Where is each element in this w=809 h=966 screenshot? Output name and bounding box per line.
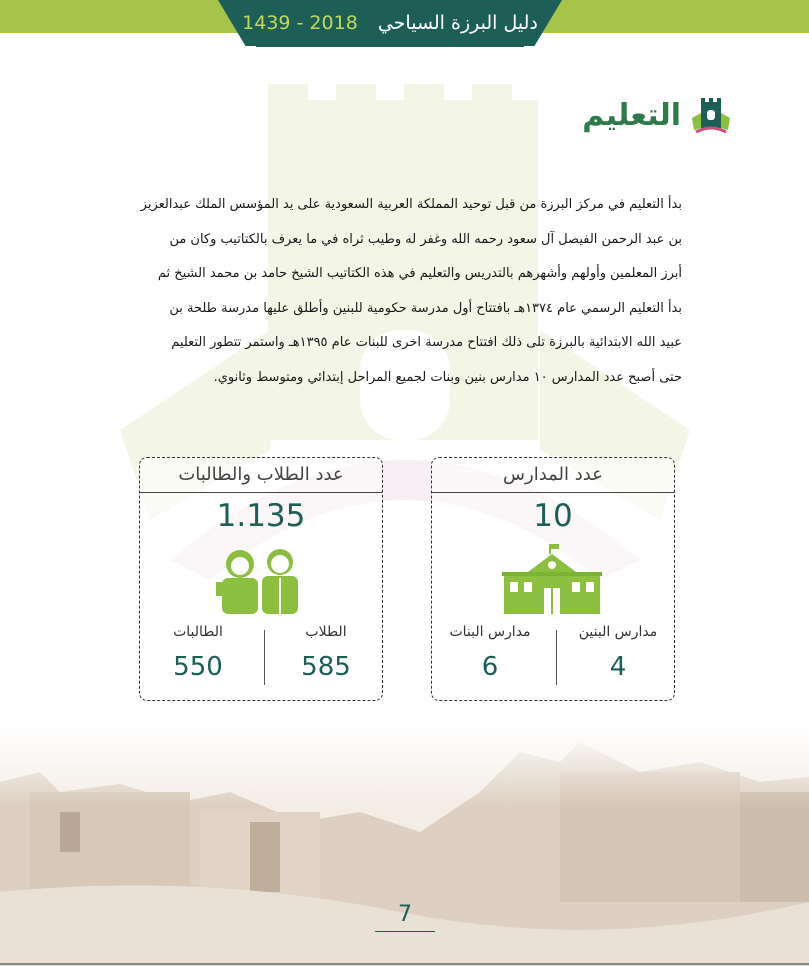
- header-underline: [256, 46, 524, 47]
- school-building-icon: [502, 542, 602, 614]
- page-number-underline: [375, 931, 435, 932]
- students-girls-label: الطالبات: [173, 624, 223, 640]
- paragraph-line: بدأ التعليم في مركز البرزة من قبل توحيد المملكة العربية السعودية على يد المؤسس الملك عبدالعزيز: [140, 197, 682, 212]
- paragraph-line: حتى أصبح عدد المدارس ١٠ مدارس بنين وبنات لجميع المراحل إبتدائي ومتوسط وثانوي.: [213, 369, 682, 385]
- castle-emblem-icon: [690, 96, 732, 136]
- bottom-border: [0, 963, 809, 965]
- students-icon: [210, 542, 310, 614]
- paragraph-line: عبيد الله الابتدائية بالبرزة تلى ذلك افتتاح مدرسة اخرى للبنات عام ١٣٩٥هـ واستمر تتطور التعليم: [171, 335, 682, 350]
- students-box-title: عدد الطلاب والطالبات: [140, 458, 382, 493]
- paragraph-line: أبرز المعلمين وأولهم وأشهرهم بالتدريس والتعليم في هذه الكتاتيب الشيخ حامد بن محمد الشيخ ثم: [157, 266, 682, 281]
- schools-divider: [556, 630, 557, 685]
- guide-title: دليل البرزة السياحي: [377, 12, 538, 34]
- paragraph-line: بن عبد الرحمن الفيصل آل سعود رحمه الله وغفر له وطيب ثراه في ما يعرف بالكتاتيب وكان من: [169, 231, 682, 247]
- page-number: 7: [398, 902, 412, 927]
- schools-girls-value: 6: [481, 652, 499, 682]
- schools-girls-label: مدارس البنات: [449, 624, 531, 640]
- students-boys-label: الطلاب: [305, 624, 347, 640]
- schools-boys-value: 4: [609, 652, 627, 682]
- schools-stat-box: [431, 457, 675, 701]
- students-divider: [264, 630, 265, 685]
- paragraph-line: بدأ التعليم الرسمي عام ١٣٧٤هـ بافتتاح أول مدرسة حكومية للبنين وأطلق عليها مدرسة طلحة بن: [169, 300, 682, 316]
- education-paragraph: [118, 188, 682, 395]
- students-total: 1.135: [216, 498, 306, 534]
- students-boys-value: 585: [301, 652, 351, 682]
- guide-years: 1439 - 2018: [242, 12, 358, 34]
- students-stat-box: [139, 457, 383, 701]
- schools-box-title: عدد المدارس: [432, 458, 674, 493]
- schools-total: 10: [533, 498, 573, 534]
- header-title: [218, 12, 562, 34]
- schools-boys-label: مدارس البنين: [578, 624, 658, 640]
- students-girls-value: 550: [173, 652, 223, 682]
- section-title: التعليم: [582, 98, 681, 133]
- mud-ruins-photo: [0, 722, 809, 966]
